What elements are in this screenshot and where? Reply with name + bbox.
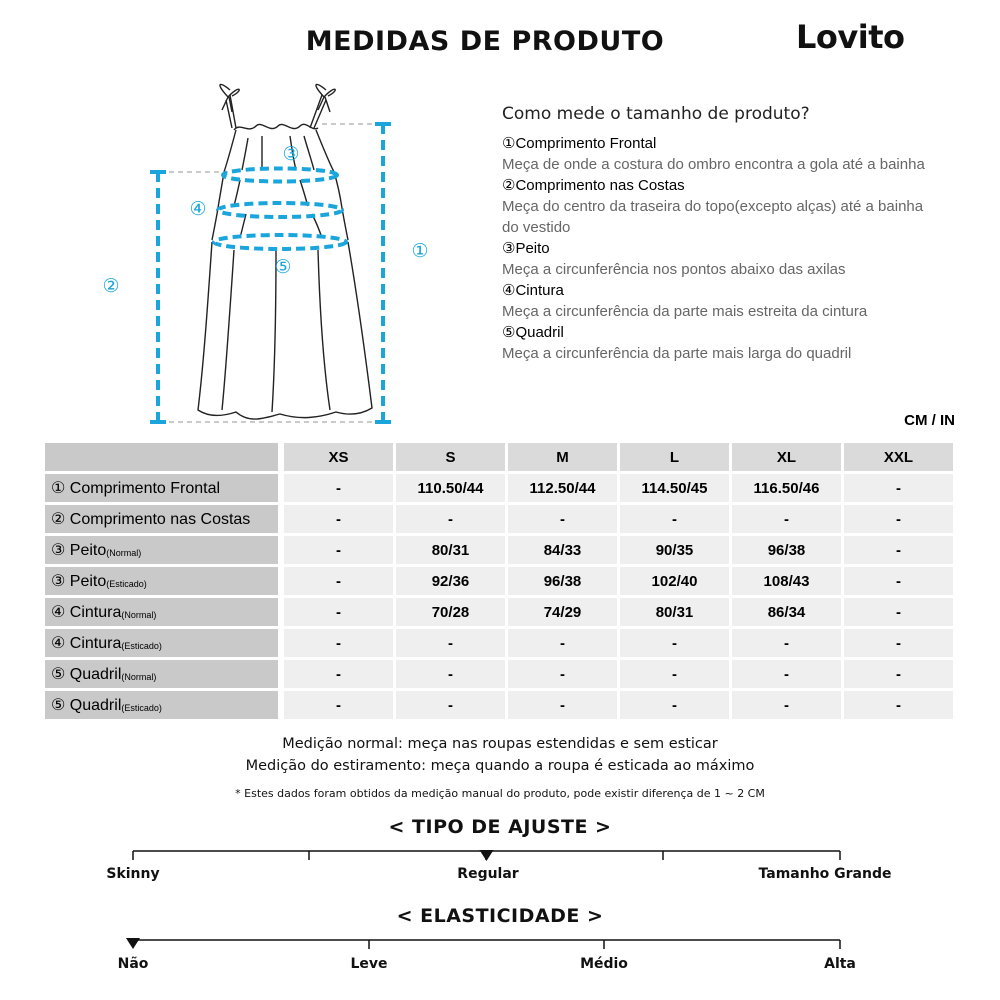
- marker-waist: ④: [189, 198, 207, 220]
- elasticity-title: < ELASTICIDADE >: [396, 905, 604, 927]
- instruction-heading: ②Comprimento nas Costas: [502, 177, 685, 194]
- elasticity-scale: [133, 940, 840, 949]
- table-cell: -: [284, 567, 393, 595]
- row-label-text: ⑤ Quadril: [51, 666, 122, 683]
- table-cell: -: [284, 474, 393, 502]
- table-cell: -: [732, 505, 841, 533]
- table-cell: -: [396, 505, 505, 533]
- stretch-note: Medição do estiramento: meça quando a roupa é esticada ao máximo: [245, 758, 755, 774]
- table-row: [45, 536, 955, 567]
- table-cell: 86/34: [732, 598, 841, 626]
- instruction-heading: ①Comprimento Frontal: [502, 135, 657, 152]
- table-cell: 92/36: [396, 567, 505, 595]
- table-cell: -: [620, 660, 729, 688]
- row-label-qualifier: (Normal): [106, 548, 142, 558]
- table-cell: -: [844, 660, 953, 688]
- normal-note: Medição normal: meça nas roupas estendidas e sem esticar: [282, 736, 718, 752]
- instruction-desc: Meça a circunferência nos pontos abaixo das axilas: [502, 261, 846, 278]
- hip-ellipse: [214, 235, 346, 249]
- table-cell: 108/43: [732, 567, 841, 595]
- brand-logo: Lovito: [796, 18, 905, 56]
- table-cell: -: [844, 598, 953, 626]
- size-header: XXL: [844, 443, 953, 471]
- row-label: [45, 660, 278, 688]
- table-cell: -: [284, 505, 393, 533]
- elasticity-label-medium: Médio: [580, 956, 628, 972]
- table-cell: -: [284, 660, 393, 688]
- fit-label-skinny: Skinny: [106, 866, 160, 882]
- row-label-text: ③ Peito: [51, 573, 107, 590]
- fit-label-large: Tamanho Grande: [758, 866, 892, 882]
- measure-instructions: [502, 104, 942, 364]
- table-cell: 80/31: [620, 598, 729, 626]
- elasticity-label-high: Alta: [824, 956, 856, 972]
- size-header: L: [620, 443, 729, 471]
- table-cell: -: [732, 629, 841, 657]
- table-cell: -: [396, 660, 505, 688]
- row-label: [45, 598, 278, 626]
- table-cell: -: [620, 629, 729, 657]
- instruction-desc: Meça do centro da traseira do topo(excepto alças) até a bainha do vestido: [502, 198, 924, 236]
- page-title-text: MEDIDAS DE PRODUTO: [305, 26, 665, 57]
- measurement-notes: [0, 733, 1000, 800]
- table-row: [45, 660, 955, 691]
- fit-title: < TIPO DE AJUSTE >: [388, 816, 612, 838]
- chest-ellipse: [223, 169, 337, 182]
- row-label-qualifier: (Normal): [121, 672, 157, 682]
- row-label: [45, 536, 278, 564]
- table-cell: 114.50/45: [620, 474, 729, 502]
- row-label-qualifier: (Esticado): [106, 579, 147, 589]
- row-label-text: ① Comprimento Frontal: [51, 480, 221, 497]
- marker-front-length: ①: [411, 240, 429, 262]
- size-header: XS: [284, 443, 393, 471]
- row-label: [45, 474, 278, 502]
- table-row: [45, 629, 955, 660]
- marker-back-length: ②: [102, 275, 120, 297]
- size-header: S: [396, 443, 505, 471]
- instruction-desc: Meça a circunferência da parte mais estreita da cintura: [502, 303, 868, 320]
- table-cell: 90/35: [620, 536, 729, 564]
- row-label-text: ③ Peito: [51, 542, 107, 559]
- fit-label-regular: Regular: [457, 866, 519, 882]
- table-row: [45, 474, 955, 505]
- table-cell: -: [620, 505, 729, 533]
- dress-outline: [198, 84, 372, 419]
- row-label-text: ⑤ Quadril: [51, 697, 122, 714]
- table-cell: -: [284, 691, 393, 719]
- elasticity-pointer-icon: [126, 938, 140, 949]
- size-header: XL: [732, 443, 841, 471]
- table-cell: -: [508, 505, 617, 533]
- instruction-heading: ④Cintura: [502, 282, 564, 299]
- table-cell: 116.50/46: [732, 474, 841, 502]
- table-cell: 96/38: [732, 536, 841, 564]
- table-cell: -: [844, 474, 953, 502]
- row-label-text: ④ Cintura: [51, 635, 122, 652]
- table-row: [45, 691, 955, 722]
- disclaimer-note: * Estes dados foram obtidos da medição manual do produto, pode existir diferença de 1 ~ 2 CM: [235, 787, 765, 800]
- table-cell: 84/33: [508, 536, 617, 564]
- row-label: [45, 505, 278, 533]
- table-cell: -: [844, 567, 953, 595]
- row-label-qualifier: (Esticado): [121, 703, 162, 713]
- table-cell: 96/38: [508, 567, 617, 595]
- row-label: [45, 629, 278, 657]
- fit-pointer-icon: [480, 850, 494, 861]
- table-cell: 80/31: [396, 536, 505, 564]
- row-label: [45, 691, 278, 719]
- table-cell: 70/28: [396, 598, 505, 626]
- table-cell: 74/29: [508, 598, 617, 626]
- table-cell: -: [508, 660, 617, 688]
- marker-hip: ⑤: [274, 256, 292, 278]
- table-header-row: [45, 443, 955, 474]
- table-cell: -: [396, 691, 505, 719]
- table-cell: -: [844, 691, 953, 719]
- table-cell: -: [396, 629, 505, 657]
- row-label-qualifier: (Esticado): [121, 641, 162, 651]
- table-row: [45, 567, 955, 598]
- instruction-heading: ③Peito: [502, 240, 550, 257]
- table-cell: -: [284, 536, 393, 564]
- table-cell: 102/40: [620, 567, 729, 595]
- measure-lines: [150, 124, 391, 422]
- size-table: [45, 443, 955, 722]
- instructions-question: Como mede o tamanho de produto?: [502, 104, 810, 124]
- waist-ellipse: [218, 203, 342, 217]
- elasticity-label-light: Leve: [350, 956, 388, 972]
- instruction-heading: ⑤Quadril: [502, 324, 564, 341]
- table-cell: 112.50/44: [508, 474, 617, 502]
- instruction-desc: Meça a circunferência da parte mais larga do quadril: [502, 345, 852, 362]
- unit-label: CM / IN: [904, 412, 955, 429]
- marker-chest: ③: [282, 143, 300, 165]
- row-label-text: ② Comprimento nas Costas: [51, 511, 251, 528]
- table-cell: -: [284, 629, 393, 657]
- table-cell: -: [620, 691, 729, 719]
- table-cell: -: [284, 598, 393, 626]
- table-corner-cell: [45, 443, 278, 471]
- table-cell: 110.50/44: [396, 474, 505, 502]
- table-cell: -: [844, 505, 953, 533]
- table-cell: -: [732, 660, 841, 688]
- row-label: [45, 567, 278, 595]
- table-cell: -: [732, 691, 841, 719]
- table-cell: -: [508, 629, 617, 657]
- table-cell: -: [508, 691, 617, 719]
- table-cell: -: [844, 629, 953, 657]
- size-header: M: [508, 443, 617, 471]
- table-row: [45, 598, 955, 629]
- instruction-desc: Meça de onde a costura do ombro encontra a gola até a bainha: [502, 156, 925, 173]
- elasticity-label-none: Não: [117, 956, 149, 972]
- table-row: [45, 505, 955, 536]
- row-label-text: ④ Cintura: [51, 604, 122, 621]
- table-cell: -: [844, 536, 953, 564]
- row-label-qualifier: (Normal): [121, 610, 157, 620]
